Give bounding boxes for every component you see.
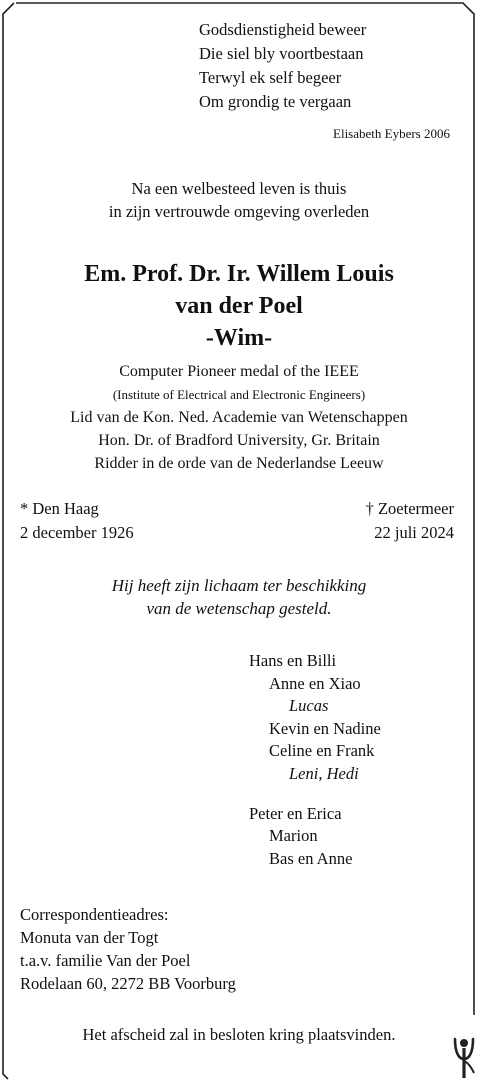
- family-parents: Peter en Erica: [249, 803, 342, 823]
- correspondence-line: t.a.v. familie Van der Poel: [20, 951, 191, 970]
- family-grandchild: Leni, Hedi: [289, 763, 359, 783]
- birth-info: [20, 497, 134, 545]
- poem-line: Terwyl ek self begeer: [199, 68, 342, 87]
- correspondence-line: Rodelaan 60, 2272 BB Voorburg: [20, 974, 236, 993]
- honor-line: Ridder in de orde van de Nederlandse Leeuw: [94, 455, 384, 472]
- honors-list: [0, 360, 478, 475]
- poem-line: Om grondig te vergaan: [199, 92, 352, 111]
- body-donation-note: [0, 574, 478, 620]
- death-info: [366, 497, 454, 545]
- family-child: Anne en Xiao: [269, 673, 361, 693]
- correspondence-line: Monuta van der Togt: [20, 928, 159, 947]
- intro-text: [0, 177, 478, 223]
- family-grandchild: Lucas: [289, 696, 329, 716]
- honor-line: Hon. Dr. of Bradford University, Gr. Britain: [98, 432, 380, 449]
- farewell-note: Het afscheid zal in besloten kring plaatsvinden.: [82, 1025, 396, 1044]
- birth-place: * Den Haag: [20, 499, 99, 518]
- family-child: Celine en Frank: [269, 741, 375, 761]
- correspondence-address: [20, 903, 236, 995]
- poem: [199, 18, 366, 114]
- death-place: † Zoetermeer: [365, 499, 454, 518]
- death-date: 22 juli 2024: [374, 523, 454, 542]
- deceased-name: [0, 258, 478, 354]
- body-donation-line: Hij heeft zijn lichaam ter beschikking: [111, 576, 367, 595]
- name-line: van der Poel: [175, 293, 303, 319]
- intro-line: in zijn vertrouwde omgeving overleden: [108, 202, 370, 221]
- poem-line: Godsdienstigheid beweer: [199, 20, 367, 39]
- intro-line: Na een welbesteed leven is thuis: [131, 179, 347, 198]
- honor-line: Lid van de Kon. Ned. Academie van Wetenschappen: [70, 409, 408, 426]
- family-divider: [249, 786, 381, 803]
- family-child: Marion: [269, 826, 318, 846]
- honor-line: Computer Pioneer medal of the IEEE: [119, 363, 359, 380]
- birth-date: 2 december 1926: [20, 523, 134, 542]
- funeral-brand-logo-icon: [452, 1033, 476, 1079]
- family-list: [249, 650, 381, 870]
- correspondence-label: Correspondentieadres:: [20, 905, 169, 924]
- poem-author: Elisabeth Eybers 2006: [333, 126, 450, 141]
- family-parents: Hans en Billi: [249, 651, 337, 670]
- family-child: Bas en Anne: [269, 848, 353, 868]
- honor-line: (Institute of Electrical and Electronic Engineers): [112, 387, 366, 402]
- name-line: Em. Prof. Dr. Ir. Willem Louis: [84, 261, 394, 287]
- nickname: -Wim-: [205, 325, 273, 351]
- poem-line: Die siel bly voortbestaan: [199, 44, 364, 63]
- family-child: Kevin en Nadine: [269, 718, 381, 738]
- body-donation-line: van de wetenschap gesteld.: [146, 599, 332, 618]
